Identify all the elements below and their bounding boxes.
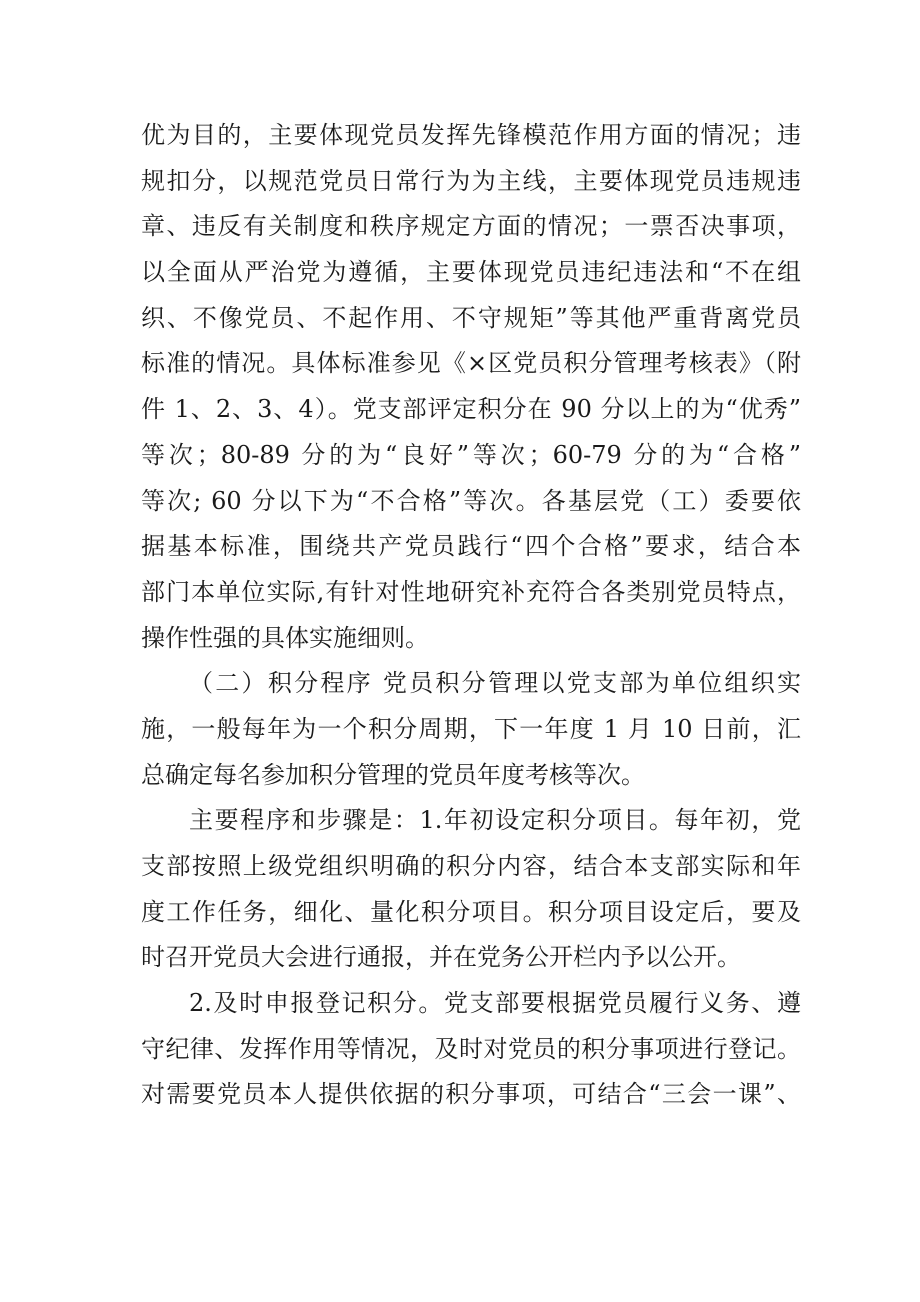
text-line: 以全面从严治党为遵循，主要体现党员违纪违法和“不在组 <box>141 258 801 287</box>
text-line: 部门本单位实际,有针对性地研究补充符合各类别党员特点， <box>141 577 801 606</box>
text-line: 织、不像党员、不起作用、不守规矩”等其他严重背离党员 <box>141 303 801 332</box>
section-heading-line: （二）积分程序 党员积分管理以党支部为单位组织实 <box>189 669 801 698</box>
text-line: 度工作任务，细化、量化积分项目。积分项目设定后，要及 <box>141 897 801 926</box>
paragraph-first-line: 2.及时申报登记积分。党支部要根据党员履行义务、遵 <box>189 989 801 1018</box>
text-line: 等次；80-89 分的为“良好”等次；60-79 分的为“合格” <box>141 440 801 469</box>
text-line: 总确定每名参加积分管理的党员年度考核等次。 <box>141 760 645 789</box>
text-line: 施，一般每年为一个积分周期，下一年度 1 月 10 日前，汇 <box>141 714 801 743</box>
text-line: 等次; 60 分以下为“不合格”等次。各基层党（工）委要依 <box>141 486 801 515</box>
text-line: 优为目的，主要体现党员发挥先锋模范作用方面的情况；违 <box>141 121 801 149</box>
text-line: 规扣分，以规范党员日常行为为主线，主要体现党员违规违 <box>141 166 801 195</box>
paragraph-first-line: 主要程序和步骤是：1.年初设定积分项目。每年初，党 <box>189 806 801 835</box>
text-line: 标准的情况。具体标准参见《×区党员积分管理考核表》（附 <box>141 349 801 378</box>
text-line: 章、违反有关制度和秩序规定方面的情况；一票否决事项， <box>141 212 801 241</box>
text-line: 支部按照上级党组织明确的积分内容，结合本支部实际和年 <box>141 852 801 880</box>
text-line: 对需要党员本人提供依据的积分事项，可结合“三会一课”、 <box>141 1080 801 1109</box>
text-line: 件 1、2、3、4）。党支部评定积分在 90 分以上的为“优秀” <box>141 395 801 424</box>
document-body <box>141 113 801 1118</box>
text-line: 时召开党员大会进行通报，并在党务公开栏内予以公开。 <box>141 943 741 972</box>
text-line: 据基本标准，围绕共产党员践行“四个合格”要求，结合本 <box>141 532 801 561</box>
text-line: 操作性强的具体实施细则。 <box>141 623 429 652</box>
text-line: 守纪律、发挥作用等情况，及时对党员的积分事项进行登记。 <box>141 1034 801 1063</box>
